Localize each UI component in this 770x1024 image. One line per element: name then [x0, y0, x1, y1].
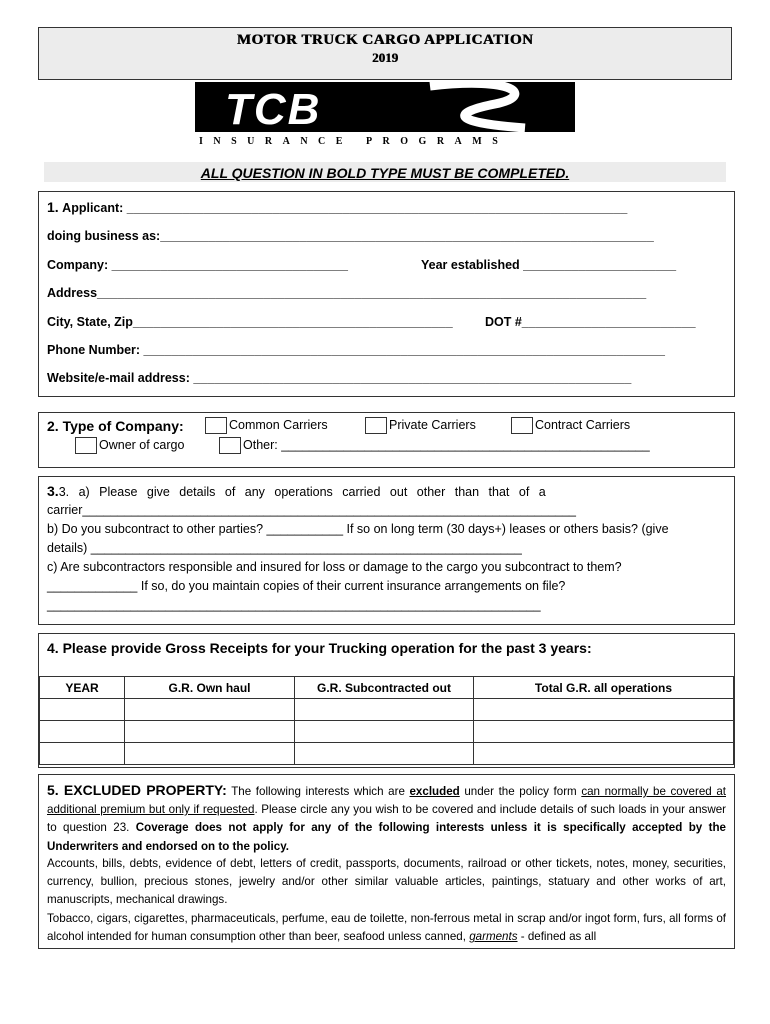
checkbox[interactable]	[365, 417, 387, 434]
col-year: YEAR	[40, 677, 125, 699]
website-field[interactable]: Website/e-mail address: _______________________________________________________________	[47, 371, 632, 385]
table-row[interactable]	[40, 699, 734, 721]
operations-section	[38, 476, 735, 625]
col-subcontracted: G.R. Subcontracted out	[295, 677, 474, 699]
common-carriers-option[interactable]: Common Carriers	[205, 417, 328, 434]
instruction-notice: ALL QUESTION IN BOLD TYPE MUST BE COMPLETED.	[44, 162, 726, 182]
table-header-row	[40, 677, 734, 699]
excluded-list-2: Tobacco, cigars, cigarettes, pharmaceuticals, perfume, eau de toilette, non-ferrous metal in scrap and/or ingot form, furs, all forms of alcohol intended for human consumption other than beer, seafood unless canned, garments - defined as all	[47, 912, 726, 944]
dot-field[interactable]: DOT #_________________________	[485, 315, 696, 329]
table-row[interactable]	[40, 743, 734, 765]
question-3c-line[interactable]: _____________ If so, do you maintain copies of their current insurance arrangements on file?	[47, 579, 566, 593]
question-3b-line[interactable]: details) ______________________________________________________________	[47, 541, 522, 555]
gross-receipts-heading: 4. Please provide Gross Receipts for your Trucking operation for the past 3 years:	[47, 640, 592, 656]
question-3a-line[interactable]: carrier_______________________________________________________________________	[47, 503, 577, 517]
svg-text:INSURANCE PROGRAMS: INSURANCE PROGRAMS	[199, 136, 509, 147]
company-type-label: 2. Type of Company:	[47, 418, 184, 434]
question-3b[interactable]: b) Do you subcontract to other parties? ___________ If so on long term (30 days+) leases or others basis? (give	[47, 522, 669, 536]
gross-receipts-table	[39, 676, 734, 765]
checkbox[interactable]	[511, 417, 533, 434]
other-option[interactable]: Other: _____________________________________________________	[219, 437, 650, 454]
year-established-field[interactable]: Year established ______________________	[421, 258, 677, 272]
form-title: MOTOR TRUCK CARGO APPLICATION	[236, 32, 534, 48]
col-total: Total G.R. all operations	[474, 677, 734, 699]
question-3c[interactable]: c) Are subcontractors responsible and insured for loss or damage to the cargo you subcontract to them?	[47, 560, 622, 574]
dba-field[interactable]: doing business as:_______________________________________________________________________	[47, 229, 654, 243]
excluded-property-section	[38, 774, 735, 949]
col-own-haul: G.R. Own haul	[125, 677, 295, 699]
private-carriers-option[interactable]: Private Carriers	[365, 417, 476, 434]
question-3a[interactable]: 3.3. a) Please give details of any operations carried out other than that of a	[47, 483, 546, 499]
excluded-intro: 5. EXCLUDED PROPERTY: The following interests which are excluded under the policy form can normally be covered at additional premium but only if requested. Please circle any you wish to be covered and include details of such loads in your answer to question 23. Coverage does not apply for any of the following interests unless it is specifically accepted by the Underwriters and endorsed on to the policy.	[47, 782, 726, 853]
gross-receipts-section	[38, 633, 735, 768]
checkbox[interactable]	[205, 417, 227, 434]
applicant-section	[38, 191, 735, 397]
table-row[interactable]	[40, 721, 734, 743]
svg-text:TCB: TCB	[225, 85, 322, 134]
company-type-section	[38, 412, 735, 468]
form-year: 2019	[372, 50, 398, 65]
tcb-logo	[195, 82, 575, 148]
phone-field[interactable]: Phone Number: ___________________________________________________________________________	[47, 343, 665, 357]
address-field[interactable]: Address_______________________________________________________________________________	[47, 286, 647, 300]
checkbox[interactable]	[219, 437, 241, 454]
excluded-list-1: Accounts, bills, debts, evidence of debt, letters of credit, passports, documents, railroad or other tickets, notes, money, securities, currency, bullion, precious stones, jewelry and/or other similar valuable articles, paintings, statuary and other works of art, manuscripts, mechanical drawings.	[47, 857, 726, 907]
question-3c-line2[interactable]: _______________________________________________________________________	[47, 598, 541, 612]
city-state-zip-field[interactable]: City, State, Zip______________________________________________	[47, 315, 453, 329]
company-field[interactable]: Company: __________________________________	[47, 258, 348, 272]
applicant-field[interactable]: 1. Applicant: ________________________________________________________________________	[47, 199, 628, 215]
title-box	[38, 27, 732, 80]
contract-carriers-option[interactable]: Contract Carriers	[511, 417, 630, 434]
owner-of-cargo-option[interactable]: Owner of cargo	[75, 437, 184, 454]
checkbox[interactable]	[75, 437, 97, 454]
